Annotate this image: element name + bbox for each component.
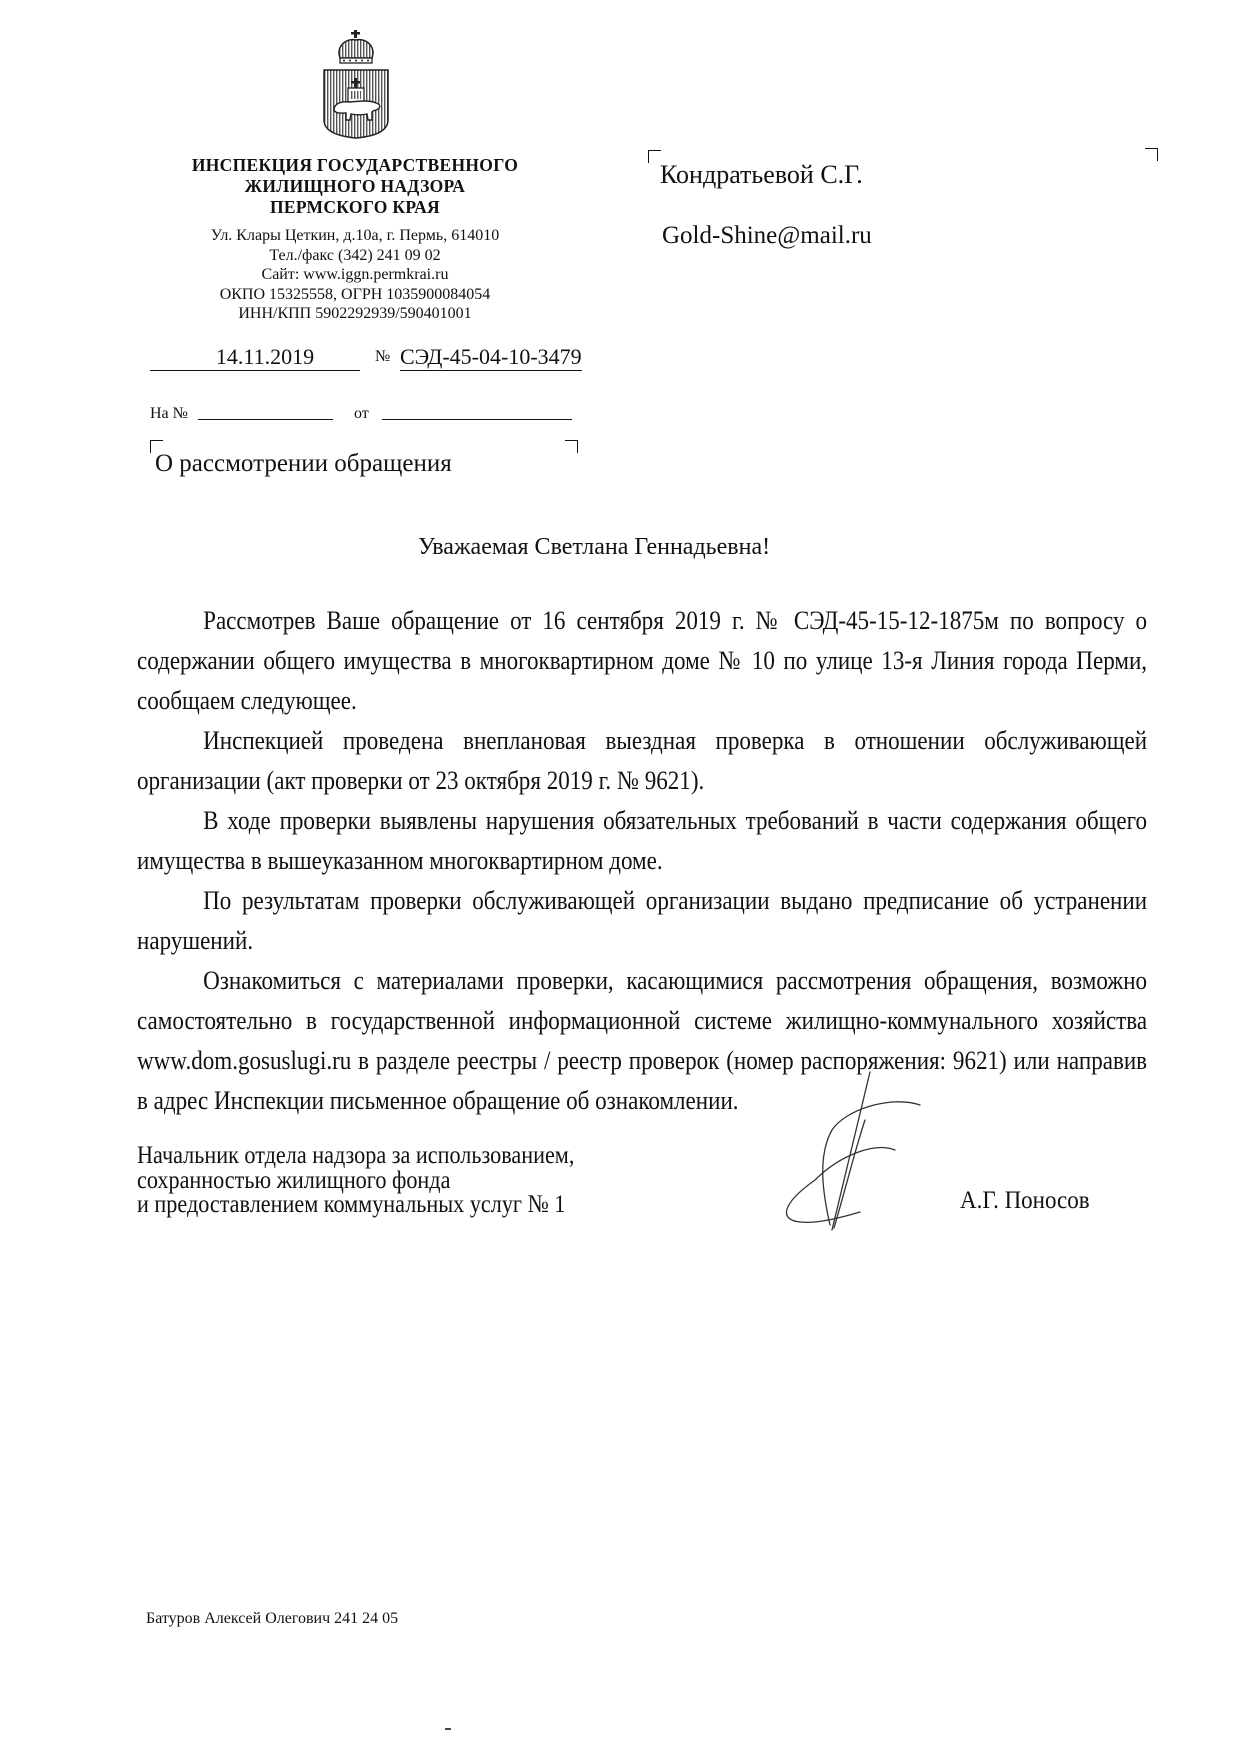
recipient-email: Gold-Shine@mail.ru <box>662 222 872 249</box>
salutation: Уважаемая Светлана Геннадьевна! <box>418 534 771 560</box>
org-okpo-ogrn: ОКПО 15325558, ОГРН 1035900084054 <box>219 285 491 303</box>
org-phone-fax: Тел./факс (342) 241 09 02 <box>269 246 441 264</box>
recipient-corner-mark-right <box>1145 148 1158 161</box>
recipient-name: Кондратьевой С.Г. <box>660 160 863 189</box>
signatory-title-line: сохранностью жилищного фонда <box>137 1164 451 1194</box>
organization-contacts <box>150 226 560 324</box>
handwritten-signature-icon <box>770 1060 940 1240</box>
body-paragraph: Ознакомиться с материалами проверки, касающимися рассмотрения обращения, возможно самостоятельно в государственной информационной системе жилищно-коммунального хозяйства www.dom.gosuslugi.ru в разделе реестры / реестр проверок (номер распоряжения: 9621) или направив в адрес Инспекции письменное обращение об ознакомлении. <box>137 965 1148 1115</box>
document-date: 14.11.2019 <box>170 344 360 371</box>
body-paragraph: В ходе проверки выявлены нарушения обязательных требований в части содержания общего имущества в вышеуказанном многоквартирном доме. <box>137 805 1148 875</box>
signatory-name: А.Г. Поносов <box>960 1187 1090 1214</box>
signatory-title-line: и предоставлением коммунальных услуг № 1 <box>137 1189 566 1218</box>
scan-artifact <box>445 1728 451 1730</box>
org-address: Ул. Клары Цеткин, д.10а, г. Пермь, 614010 <box>210 227 500 244</box>
signatory-title-line: Начальник отдела надзора за использованием, <box>137 1140 575 1169</box>
subject-corner-mark-right <box>565 440 578 453</box>
org-name-line: ЖИЛИЩНОГО НАДЗОРА <box>244 176 466 196</box>
registration-line <box>150 344 600 374</box>
document-number: СЭД-45-04-10-3479 <box>400 344 582 369</box>
perm-krai-coat-of-arms-icon <box>318 28 394 140</box>
signatory-title <box>137 1140 575 1218</box>
reply-number-blank <box>198 419 333 420</box>
org-inn-kpp: ИНН/КПП 5902292939/590401001 <box>238 305 472 322</box>
org-name-line: ИНСПЕКЦИЯ ГОСУДАРСТВЕННОГО <box>191 155 519 175</box>
body-paragraph: Рассмотрев Ваше обращение от 16 сентября 2019 г. № СЭД-45-15-12-1875м по вопросу о содержании общего имущества в многоквартирном доме № 10 по улице 13-я Линия города Перми, сообщаем следующее. <box>137 605 1148 715</box>
reply-date-blank <box>382 419 572 420</box>
body-paragraph: Инспекцией проведена внеплановая выездная проверка в отношении обслуживающей организации (акт проверки от 23 октября 2019 г. № 9621). <box>137 725 1148 795</box>
reply-to-label: На № <box>150 405 188 422</box>
org-website: Сайт: www.iggn.permkrai.ru <box>261 266 449 283</box>
org-name-line: ПЕРМСКОГО КРАЯ <box>270 197 440 217</box>
number-sign: № <box>375 348 391 365</box>
organization-name <box>150 155 560 218</box>
executor-contact: Батуров Алексей Олегович 241 24 05 <box>146 1610 399 1627</box>
from-label: от <box>354 405 369 422</box>
date-underline <box>150 370 172 371</box>
letter-subject: О рассмотрении обращения <box>155 450 452 477</box>
letter-body <box>137 600 1147 1120</box>
body-paragraph: По результатам проверки обслуживающей организации выдано предписание об устранении нарушений. <box>137 885 1148 955</box>
